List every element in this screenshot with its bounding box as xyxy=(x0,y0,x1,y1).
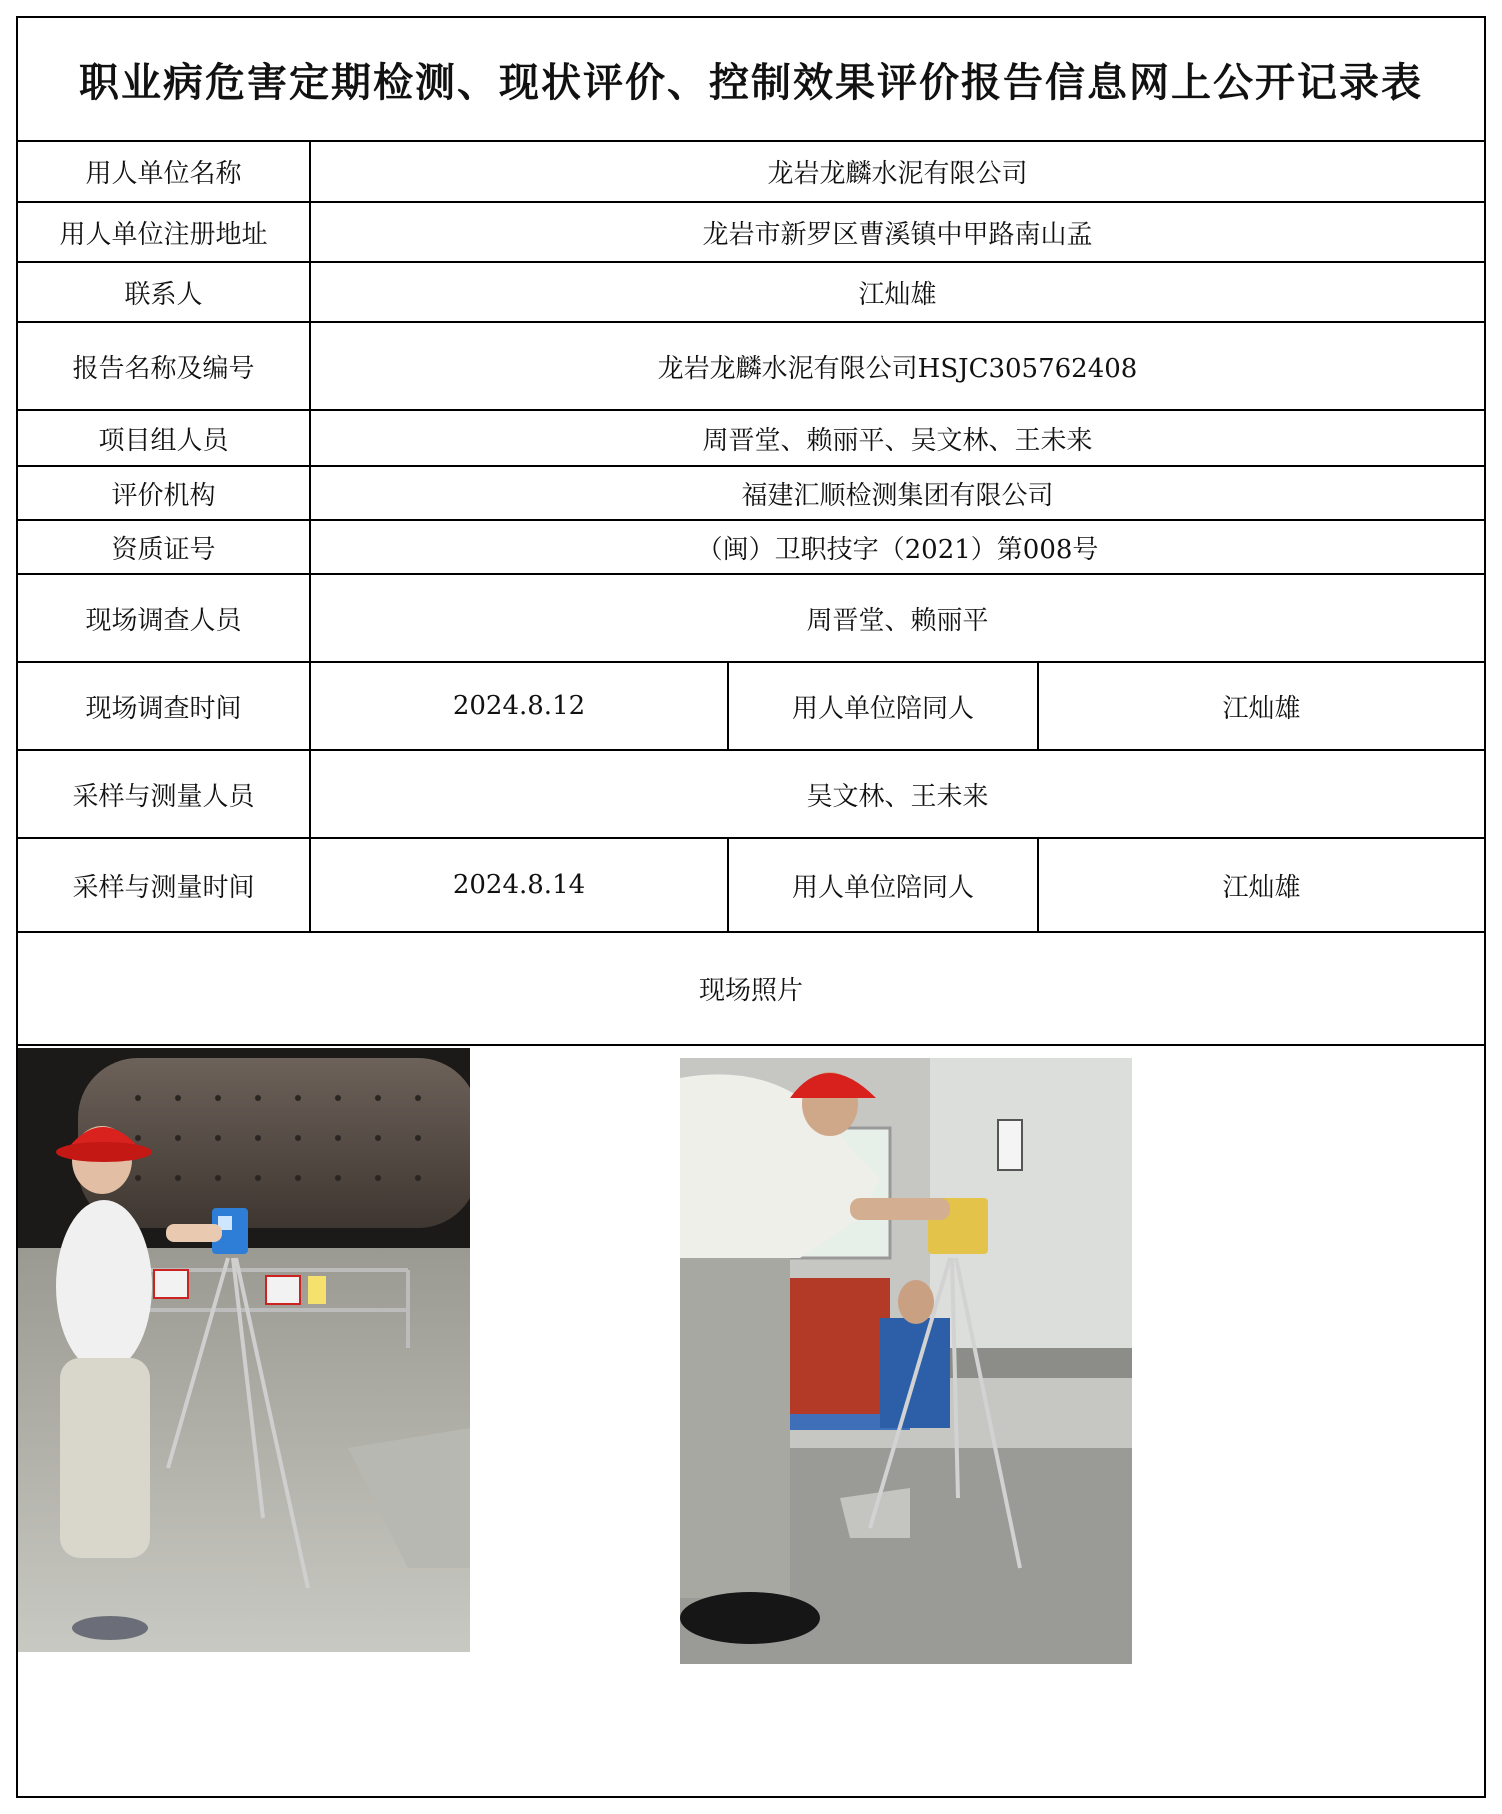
value-employer-name: 龙岩龙麟水泥有限公司 xyxy=(310,142,1484,202)
value-survey-companion: 江灿雄 xyxy=(1038,662,1484,750)
value-employer-address: 龙岩市新罗区曹溪镇中甲路南山孟 xyxy=(310,202,1484,262)
row-sampling-time xyxy=(18,838,1484,932)
value-survey-staff: 周晋堂、赖丽平 xyxy=(310,574,1484,662)
value-agency: 福建汇顺检测集团有限公司 xyxy=(310,466,1484,520)
value-report: 龙岩龙麟水泥有限公司HSJC305762408 xyxy=(310,322,1484,410)
row-sampling-staff xyxy=(18,750,1484,838)
value-sampling-time: 2024.8.14 xyxy=(310,838,728,932)
row-employer-name xyxy=(18,142,1484,202)
label-sampling-staff: 采样与测量人员 xyxy=(18,750,310,838)
label-certificate: 资质证号 xyxy=(18,520,310,574)
site-photo-1 xyxy=(18,1048,470,1652)
info-table xyxy=(18,142,1484,933)
page-title: 职业病危害定期检测、现状评价、控制效果评价报告信息网上公开记录表 xyxy=(18,18,1484,142)
row-certificate xyxy=(18,520,1484,574)
row-report xyxy=(18,322,1484,410)
row-agency xyxy=(18,466,1484,520)
value-sampling-companion: 江灿雄 xyxy=(1038,838,1484,932)
label-sampling-companion: 用人单位陪同人 xyxy=(728,838,1038,932)
row-contact xyxy=(18,262,1484,322)
value-sampling-staff: 吴文林、王未来 xyxy=(310,750,1484,838)
value-project-team: 周晋堂、赖丽平、吴文林、王未来 xyxy=(310,410,1484,466)
row-project-team xyxy=(18,410,1484,466)
site-photo-2-image xyxy=(680,1058,1132,1664)
label-employer-name: 用人单位名称 xyxy=(18,142,310,202)
photos-label: 现场照片 xyxy=(18,932,1484,1046)
label-agency: 评价机构 xyxy=(18,466,310,520)
value-contact: 江灿雄 xyxy=(310,262,1484,322)
value-survey-time: 2024.8.12 xyxy=(310,662,728,750)
label-project-team: 项目组人员 xyxy=(18,410,310,466)
site-photo-2 xyxy=(680,1058,1132,1664)
label-contact: 联系人 xyxy=(18,262,310,322)
row-employer-address xyxy=(18,202,1484,262)
value-certificate: （闽）卫职技字（2021）第008号 xyxy=(310,520,1484,574)
label-sampling-time: 采样与测量时间 xyxy=(18,838,310,932)
label-employer-address: 用人单位注册地址 xyxy=(18,202,310,262)
record-sheet xyxy=(16,16,1486,1798)
label-survey-staff: 现场调查人员 xyxy=(18,574,310,662)
row-survey-time xyxy=(18,662,1484,750)
label-survey-time: 现场调查时间 xyxy=(18,662,310,750)
site-photo-1-image xyxy=(18,1048,470,1652)
label-survey-companion: 用人单位陪同人 xyxy=(728,662,1038,750)
label-report: 报告名称及编号 xyxy=(18,322,310,410)
row-survey-staff xyxy=(18,574,1484,662)
